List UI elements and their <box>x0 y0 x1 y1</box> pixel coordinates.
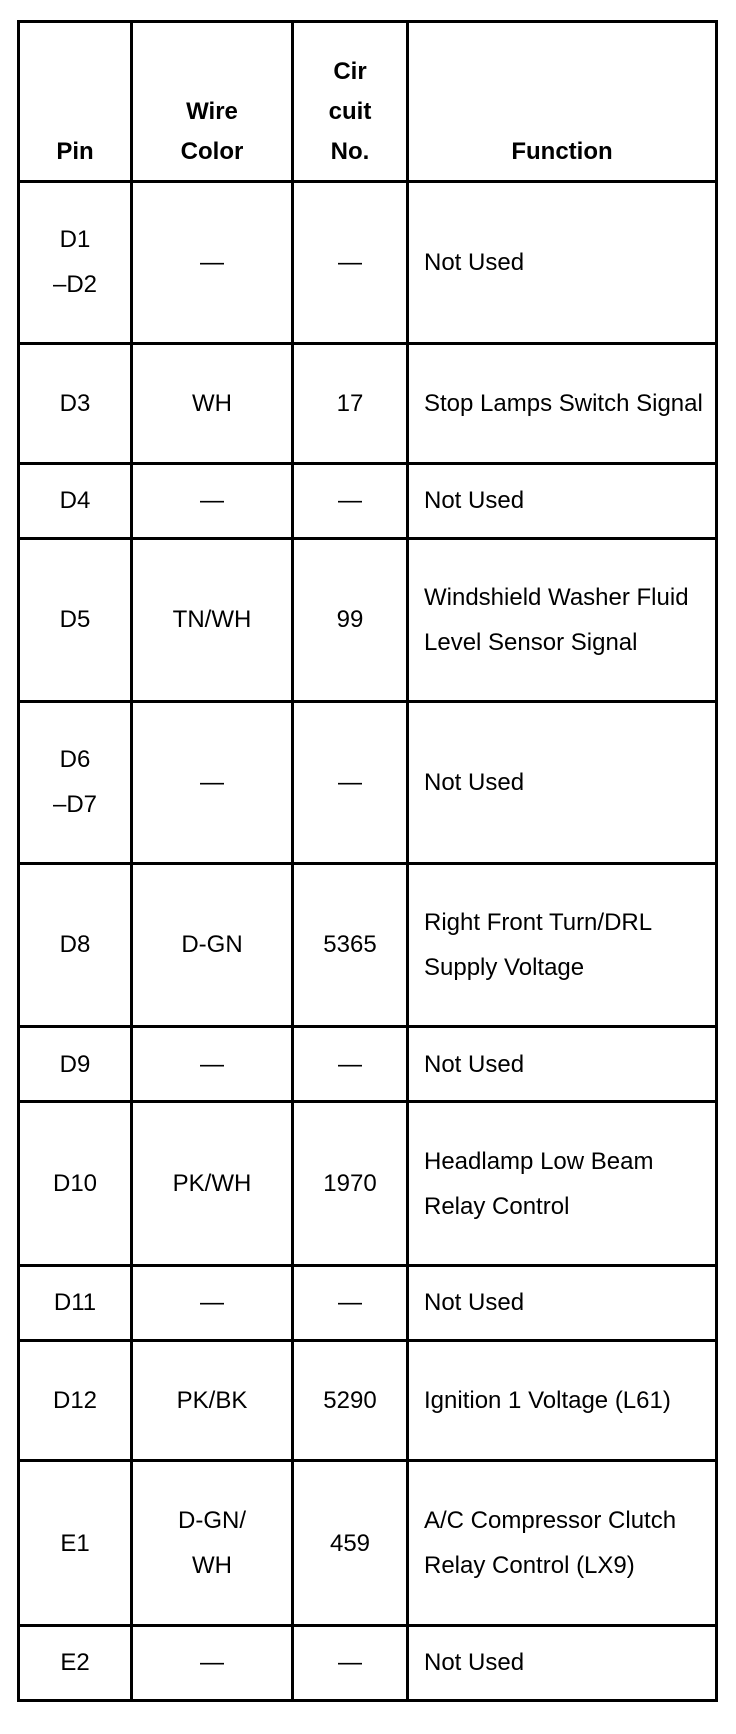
circuit-cell: — <box>293 182 408 344</box>
function-cell: Ignition 1 Voltage (L61) <box>408 1340 717 1461</box>
circuit-cell: 459 <box>293 1461 408 1625</box>
table-row <box>19 343 717 463</box>
circuit-cell: 1970 <box>293 1102 408 1266</box>
pin-cell: D8 <box>19 863 132 1026</box>
pin-cell: D3 <box>19 343 132 463</box>
wire-color-cell: PK/WH <box>132 1102 293 1266</box>
circuit-cell: — <box>293 1266 408 1340</box>
pin-cell: E1 <box>19 1461 132 1625</box>
function-cell: Not Used <box>408 701 717 863</box>
pin-cell: E2 <box>19 1625 132 1700</box>
wire-color-cell: D-GN/ WH <box>132 1461 293 1625</box>
circuit-cell: 17 <box>293 343 408 463</box>
wire-color-cell: — <box>132 1625 293 1700</box>
circuit-cell: 99 <box>293 539 408 702</box>
function-cell: Headlamp Low Beam Relay Control <box>408 1102 717 1266</box>
header-circuit-no: Cir cuit No. <box>293 22 408 182</box>
function-cell: A/C Compressor Clutch Relay Control (LX9) <box>408 1461 717 1625</box>
pin-cell: D9 <box>19 1026 132 1101</box>
wire-color-cell: — <box>132 182 293 344</box>
header-row <box>19 22 717 182</box>
header-wire-color: Wire Color <box>132 22 293 182</box>
table-row <box>19 1102 717 1266</box>
table-row <box>19 1340 717 1461</box>
wire-color-cell: — <box>132 1266 293 1340</box>
pin-cell: D12 <box>19 1340 132 1461</box>
wire-color-cell: TN/WH <box>132 539 293 702</box>
pin-cell: D10 <box>19 1102 132 1266</box>
table-row <box>19 863 717 1026</box>
circuit-cell: — <box>293 1026 408 1101</box>
function-cell: Right Front Turn/DRL Supply Voltage <box>408 863 717 1026</box>
circuit-cell: — <box>293 463 408 538</box>
wire-color-cell: PK/BK <box>132 1340 293 1461</box>
circuit-cell: 5365 <box>293 863 408 1026</box>
pin-cell: D4 <box>19 463 132 538</box>
function-cell: Stop Lamps Switch Signal <box>408 343 717 463</box>
function-cell: Not Used <box>408 1266 717 1340</box>
wire-color-cell: — <box>132 463 293 538</box>
header-pin: Pin <box>19 22 132 182</box>
header-function: Function <box>408 22 717 182</box>
function-cell: Not Used <box>408 463 717 538</box>
table-row <box>19 1625 717 1700</box>
wire-color-cell: WH <box>132 343 293 463</box>
table-row <box>19 701 717 863</box>
wire-color-cell: — <box>132 1026 293 1101</box>
function-cell: Windshield Washer Fluid Level Sensor Signal <box>408 539 717 702</box>
wire-color-cell: D-GN <box>132 863 293 1026</box>
pin-cell: D5 <box>19 539 132 702</box>
pin-cell: D6 –D7 <box>19 701 132 863</box>
table-row <box>19 539 717 702</box>
function-cell: Not Used <box>408 1625 717 1700</box>
table-row <box>19 463 717 538</box>
function-cell: Not Used <box>408 182 717 344</box>
pinout-table <box>17 20 718 1702</box>
table-row <box>19 1026 717 1101</box>
circuit-cell: 5290 <box>293 1340 408 1461</box>
circuit-cell: — <box>293 701 408 863</box>
table-row <box>19 182 717 344</box>
wire-color-cell: — <box>132 701 293 863</box>
pin-cell: D1 –D2 <box>19 182 132 344</box>
circuit-cell: — <box>293 1625 408 1700</box>
function-cell: Not Used <box>408 1026 717 1101</box>
pin-cell: D11 <box>19 1266 132 1340</box>
table-row <box>19 1266 717 1340</box>
table-row <box>19 1461 717 1625</box>
